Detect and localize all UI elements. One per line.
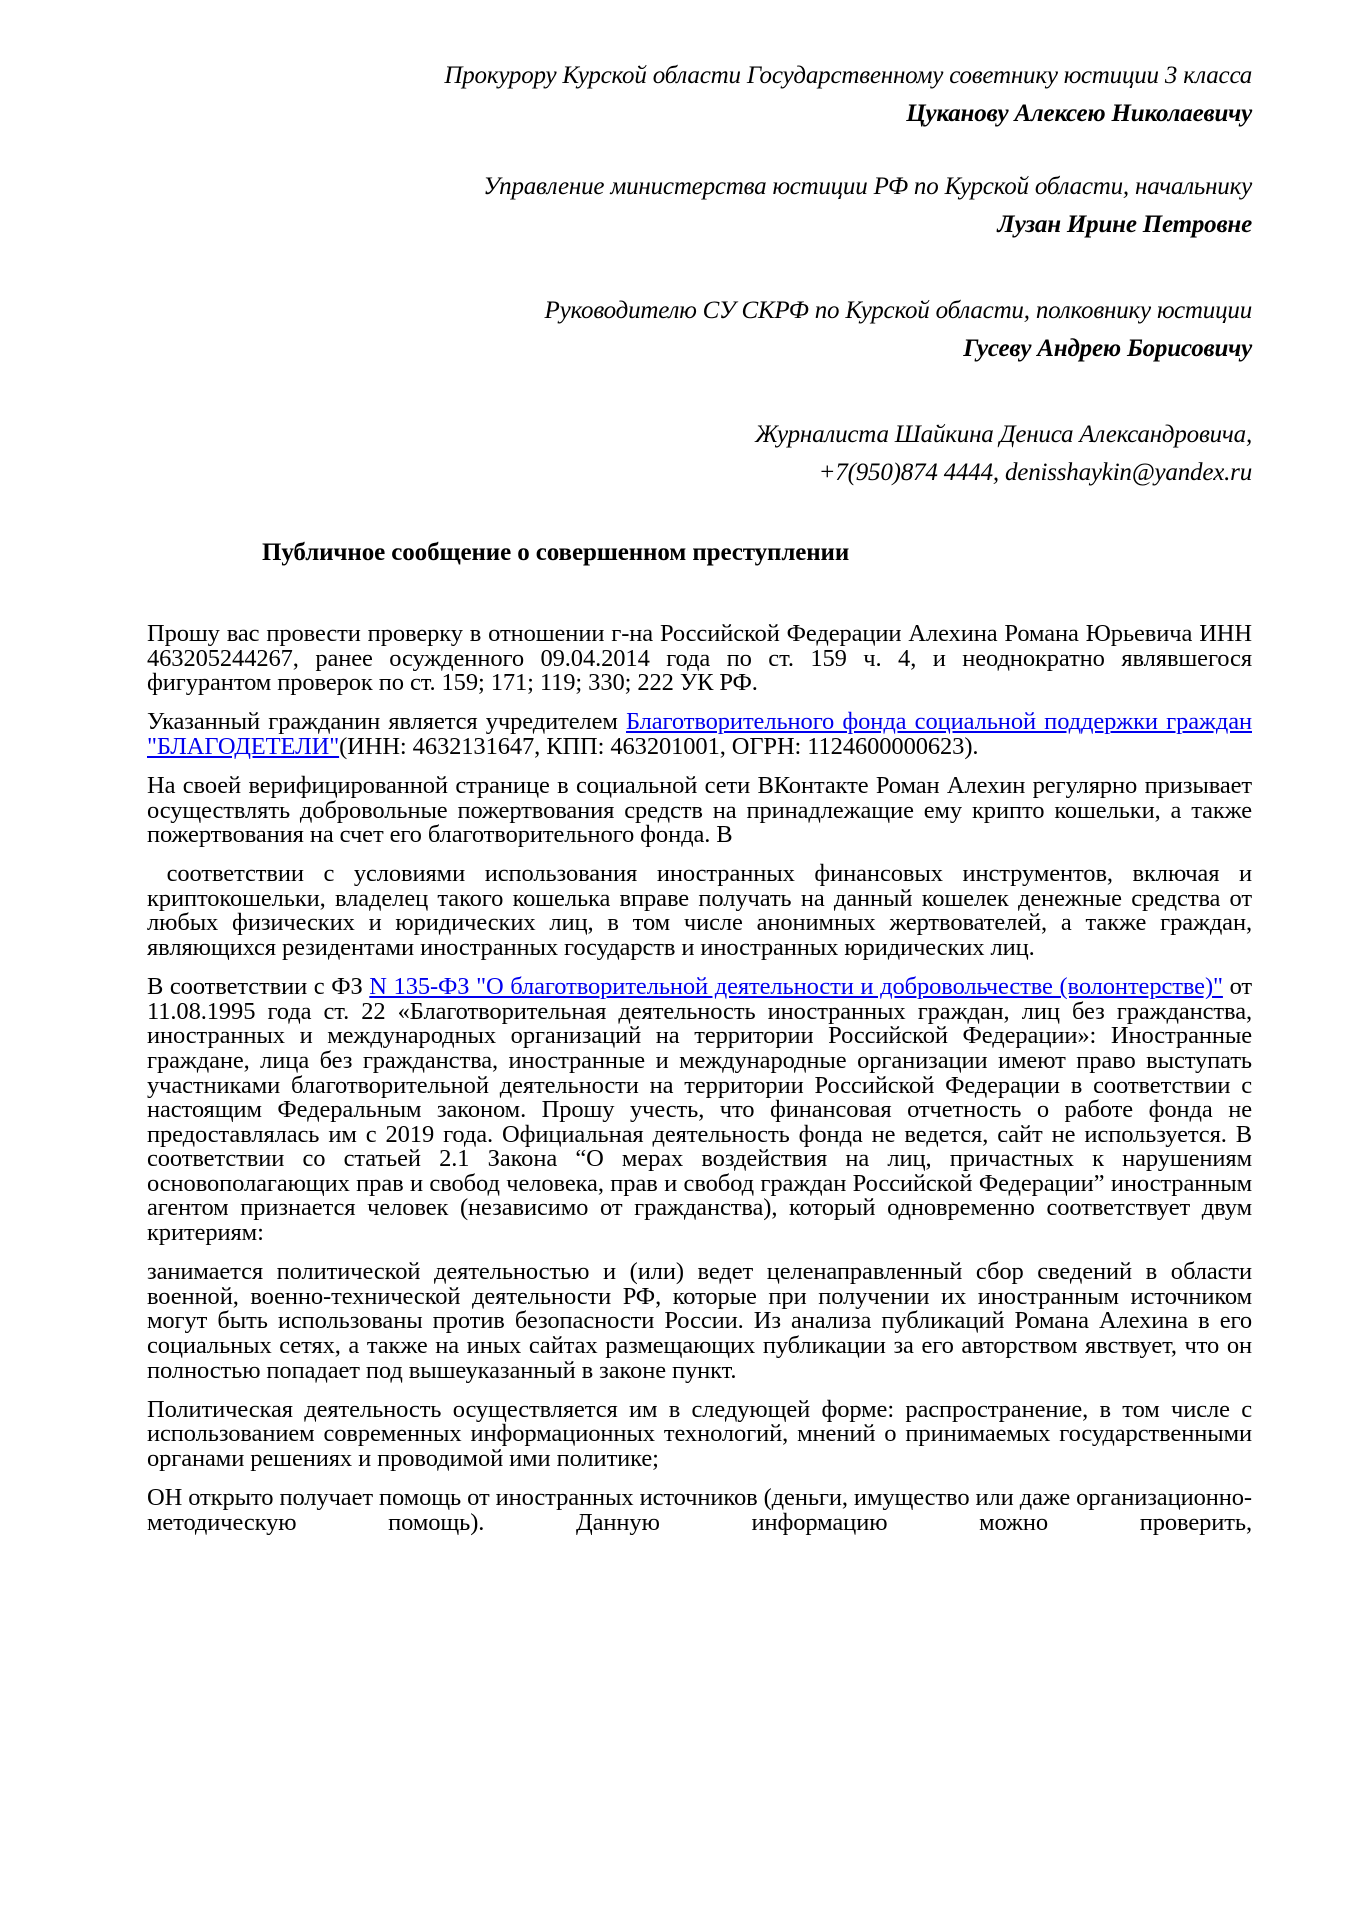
document-body bbox=[147, 620, 1259, 1550]
addressee-role: Прокурору Курской области Государственному советнику юстиции 3 класса bbox=[444, 62, 1252, 89]
addressee-name: Цуканову Алексею Николаевичу bbox=[906, 100, 1252, 127]
document-title: Публичное сообщение о совершенном преступлении bbox=[262, 539, 850, 566]
addressee-name: Гусеву Андрею Борисовичу bbox=[963, 335, 1252, 362]
addressee-name: Лузан Ирине Петровне bbox=[997, 211, 1252, 238]
paragraph-text: от 11.08.1995 года ст. 22 «Благотворительная деятельность иностранных граждан, лиц без гражданства, иностранных и международных организаций на территории Российской Федерации»: Иностранные граждане, лица без гражданства, иностранные и международные организации имеют право выступать участниками благотворительной деятельности на территории Российской Федерации в соответствии с настоящим Федеральным законом. Прошу учесть, что финансовая отчетность о работе фонда не предоставлялась им с 2019 года. Официальная деятельность фонда не ведется, сайт не используется. В соответствии со статьей 2.1 Закона “О мерах воздействия на лиц, причастных к нарушениям основополагающих прав и свобод человека, прав и свобод граждан Российской Федерации” иностранным агентом признается человек (независимо от гражданства), который одновременно соответствует двум критериям: bbox=[147, 973, 1253, 1247]
paragraph-request: Прошу вас провести проверку в отношении г-на Российской Федерации Алехина Романа Юрьевича ИНН 463205244267, ранее осужденного 09.04.2014 года по ст. 159 ч. 4, и неоднократно являвшегося фигурантом проверок по ст. 159; 171; 119; 330; 222 УК РФ. bbox=[147, 620, 1252, 697]
addressee-prosecutor bbox=[252, 57, 1252, 133]
paragraph-text: Указанный гражданин является учредителем bbox=[147, 708, 627, 736]
paragraph-criteria: занимается политической деятельностью и (или) ведет целенаправленный сбор сведений в области военной, военно-технической деятельности РФ, которые при получении их иностранным источником могут быть использованы против безопасности России. Из анализа публикаций Романа Алехина в его социальных сетях, а также на иных сайтах размещающих публикации за его авторством явствует, что он полностью попадает под вышеуказанный в законе пункт. bbox=[147, 1258, 1252, 1384]
sender-name: Журналиста Шайкина Дениса Александровича, bbox=[755, 421, 1252, 448]
paragraph-text: (ИНН: 4632131647, КПП: 463201001, ОГРН: 1124600000623). bbox=[339, 732, 979, 760]
paragraph-founder bbox=[147, 710, 1252, 759]
paragraph-foreign-help: ОН открыто получает помощь от иностранных источников (деньги, имущество или даже организационно-методическую помощь). Данную информацию можно проверить, bbox=[147, 1483, 1252, 1536]
paragraph-political-activity: Политическая деятельность осуществляется им в следующей форме: распространение, в том числе с использованием современных информационных технологий, мнений о принимаемых государственными органами решениях и проводимой ими политике; bbox=[147, 1395, 1252, 1472]
charity-fund-link[interactable]: Благотворительного фонда социальной поддержки граждан "БЛАГОДЕТЕЛИ" bbox=[147, 708, 1252, 760]
addressee-justice-ministry bbox=[252, 168, 1252, 244]
sender-contacts: +7(950)874 4444, denisshaykin@yandex.ru bbox=[818, 459, 1252, 486]
paragraph-donations: На своей верифицированной странице в социальной сети ВКонтакте Роман Алехин регулярно призывает осуществлять добровольные пожертвования средств на принадлежащие ему крипто кошельки, а также пожертвования на счет его благотворительного фонда. В bbox=[147, 771, 1252, 849]
addressee-role: Управление министерства юстиции РФ по Курской области, начальнику bbox=[483, 173, 1252, 200]
paragraph-text: В соответствии с ФЗ bbox=[147, 973, 370, 1001]
federal-law-135-link[interactable]: N 135-ФЗ "О благотворительной деятельности и добровольчестве (волонтерстве)" bbox=[369, 973, 1223, 1001]
addressee-investigative-committee bbox=[252, 292, 1252, 368]
sender-block bbox=[252, 416, 1252, 492]
paragraph-crypto-wallets: соответствии с условиями использования иностранных финансовых инструментов, включая и криптокошельки, владелец такого кошелька вправе получать на данный кошелек денежные средства от любых физических и юридических лиц, в том числе анонимных жертвователей, а также граждан, являющихся резидентами иностранных государств и иностранных юридических лиц. bbox=[147, 860, 1259, 962]
paragraph-federal-law bbox=[147, 975, 1252, 1246]
addressee-role: Руководителю СУ СКРФ по Курской области, полковнику юстиции bbox=[544, 297, 1252, 324]
